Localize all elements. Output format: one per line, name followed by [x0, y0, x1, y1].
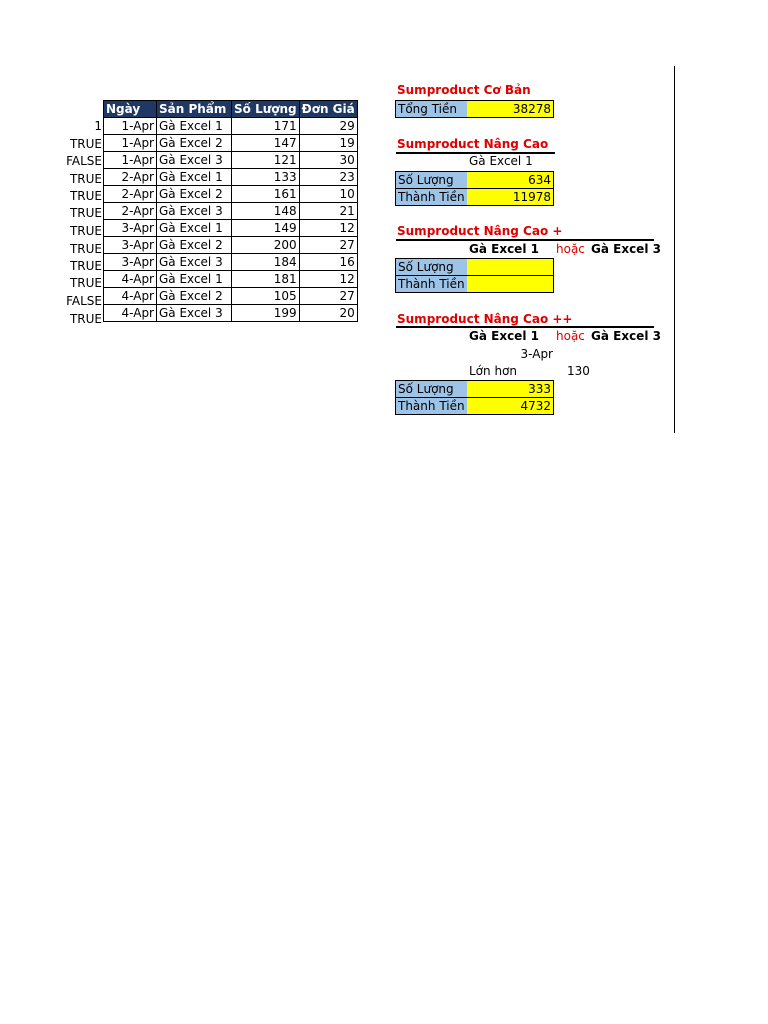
flag-cell: TRUE	[69, 259, 102, 273]
product-cell[interactable]: Gà Excel 1	[157, 220, 232, 237]
advanced-plus-plus-title: Sumproduct Nâng Cao ++	[397, 312, 573, 326]
header-quantity[interactable]: Số Lượng	[232, 101, 300, 118]
table-row	[104, 271, 358, 288]
pp-greater-label: Lớn hơn	[469, 364, 517, 378]
product-cell[interactable]: Gà Excel 3	[157, 152, 232, 169]
header-product[interactable]: Sản Phẩm	[157, 101, 232, 118]
pp-product-1[interactable]: Gà Excel 1	[469, 329, 539, 343]
plus-amount-value[interactable]	[467, 275, 554, 293]
product-cell[interactable]: Gà Excel 2	[157, 237, 232, 254]
product-cell[interactable]: Gà Excel 3	[157, 305, 232, 322]
price-cell[interactable]: 10	[299, 186, 357, 203]
advanced-amount-value[interactable]: 11978	[467, 188, 554, 206]
flag-cell: TRUE	[69, 242, 102, 256]
plus-or-text: hoặc	[556, 242, 585, 256]
quantity-cell[interactable]: 148	[232, 203, 300, 220]
plus-amount-label[interactable]: Thành Tiền	[395, 275, 469, 293]
date-cell[interactable]: 4-Apr	[104, 288, 157, 305]
table-row	[104, 254, 358, 271]
plus-qty-label[interactable]: Số Lượng	[395, 258, 469, 276]
price-cell[interactable]: 23	[299, 169, 357, 186]
table-row	[104, 186, 358, 203]
total-value[interactable]: 38278	[467, 100, 554, 118]
date-cell[interactable]: 2-Apr	[104, 169, 157, 186]
flag-cell: 1	[94, 119, 102, 133]
date-cell[interactable]: 1-Apr	[104, 152, 157, 169]
quantity-cell[interactable]: 200	[232, 237, 300, 254]
flag-cell: TRUE	[69, 312, 102, 326]
table-row	[104, 203, 358, 220]
pp-greater-value[interactable]: 130	[567, 364, 590, 378]
quantity-cell[interactable]: 105	[232, 288, 300, 305]
quantity-cell[interactable]: 199	[232, 305, 300, 322]
table-row	[104, 118, 358, 135]
product-cell[interactable]: Gà Excel 1	[157, 271, 232, 288]
pp-qty-label[interactable]: Số Lượng	[395, 380, 469, 398]
header-price[interactable]: Đơn Giá	[299, 101, 357, 118]
product-cell[interactable]: Gà Excel 1	[157, 118, 232, 135]
table-row	[104, 305, 358, 322]
price-cell[interactable]: 29	[299, 118, 357, 135]
table-row	[104, 220, 358, 237]
flag-cell: TRUE	[69, 172, 102, 186]
total-label[interactable]: Tổng Tiền	[395, 100, 469, 118]
table-row	[104, 152, 358, 169]
pp-date[interactable]: 3-Apr	[520, 347, 553, 361]
date-cell[interactable]: 4-Apr	[104, 305, 157, 322]
date-cell[interactable]: 2-Apr	[104, 203, 157, 220]
table-row	[104, 237, 358, 254]
date-cell[interactable]: 3-Apr	[104, 237, 157, 254]
advanced-qty-value[interactable]: 634	[467, 171, 554, 189]
date-cell[interactable]: 3-Apr	[104, 254, 157, 271]
flag-cell: TRUE	[69, 189, 102, 203]
pp-product-2[interactable]: Gà Excel 3	[591, 329, 661, 343]
quantity-cell[interactable]: 147	[232, 135, 300, 152]
flag-cell: TRUE	[69, 276, 102, 290]
page-break-line	[674, 66, 675, 433]
price-cell[interactable]: 12	[299, 220, 357, 237]
date-cell[interactable]: 1-Apr	[104, 118, 157, 135]
price-cell[interactable]: 16	[299, 254, 357, 271]
product-cell[interactable]: Gà Excel 1	[157, 169, 232, 186]
flag-cell: TRUE	[69, 224, 102, 238]
quantity-cell[interactable]: 181	[232, 271, 300, 288]
pp-qty-value[interactable]: 333	[467, 380, 554, 398]
price-cell[interactable]: 30	[299, 152, 357, 169]
plus-product-1[interactable]: Gà Excel 1	[469, 242, 539, 256]
date-cell[interactable]: 4-Apr	[104, 271, 157, 288]
product-cell[interactable]: Gà Excel 2	[157, 186, 232, 203]
sales-table	[103, 100, 358, 322]
flag-cell: TRUE	[69, 206, 102, 220]
basic-title: Sumproduct Cơ Bản	[397, 83, 531, 97]
price-cell[interactable]: 20	[299, 305, 357, 322]
product-cell[interactable]: Gà Excel 3	[157, 203, 232, 220]
table-row	[104, 135, 358, 152]
flag-cell: FALSE	[66, 294, 102, 308]
date-cell[interactable]: 1-Apr	[104, 135, 157, 152]
plus-qty-value[interactable]	[467, 258, 554, 276]
advanced-product[interactable]: Gà Excel 1	[469, 154, 533, 168]
quantity-cell[interactable]: 161	[232, 186, 300, 203]
date-cell[interactable]: 3-Apr	[104, 220, 157, 237]
advanced-title: Sumproduct Nâng Cao	[397, 137, 549, 151]
price-cell[interactable]: 27	[299, 237, 357, 254]
plus-product-2[interactable]: Gà Excel 3	[591, 242, 661, 256]
price-cell[interactable]: 12	[299, 271, 357, 288]
table-row	[104, 288, 358, 305]
price-cell[interactable]: 21	[299, 203, 357, 220]
quantity-cell[interactable]: 149	[232, 220, 300, 237]
advanced-plus-title: Sumproduct Nâng Cao +	[397, 224, 563, 238]
price-cell[interactable]: 19	[299, 135, 357, 152]
quantity-cell[interactable]: 121	[232, 152, 300, 169]
product-cell[interactable]: Gà Excel 2	[157, 135, 232, 152]
product-cell[interactable]: Gà Excel 2	[157, 288, 232, 305]
quantity-cell[interactable]: 133	[232, 169, 300, 186]
flag-cell: FALSE	[66, 154, 102, 168]
quantity-cell[interactable]: 171	[232, 118, 300, 135]
pp-or-text: hoặc	[556, 329, 585, 343]
advanced-amount-label[interactable]: Thành Tiền	[395, 188, 469, 206]
product-cell[interactable]: Gà Excel 3	[157, 254, 232, 271]
flag-cell: TRUE	[69, 137, 102, 151]
header-date[interactable]: Ngày	[104, 101, 157, 118]
pp-amount-label[interactable]: Thành Tiền	[395, 397, 469, 415]
table-header-row	[104, 101, 358, 118]
price-cell[interactable]: 27	[299, 288, 357, 305]
quantity-cell[interactable]: 184	[232, 254, 300, 271]
date-cell[interactable]: 2-Apr	[104, 186, 157, 203]
table-row	[104, 169, 358, 186]
pp-amount-value[interactable]: 4732	[467, 397, 554, 415]
advanced-qty-label[interactable]: Số Lượng	[395, 171, 469, 189]
